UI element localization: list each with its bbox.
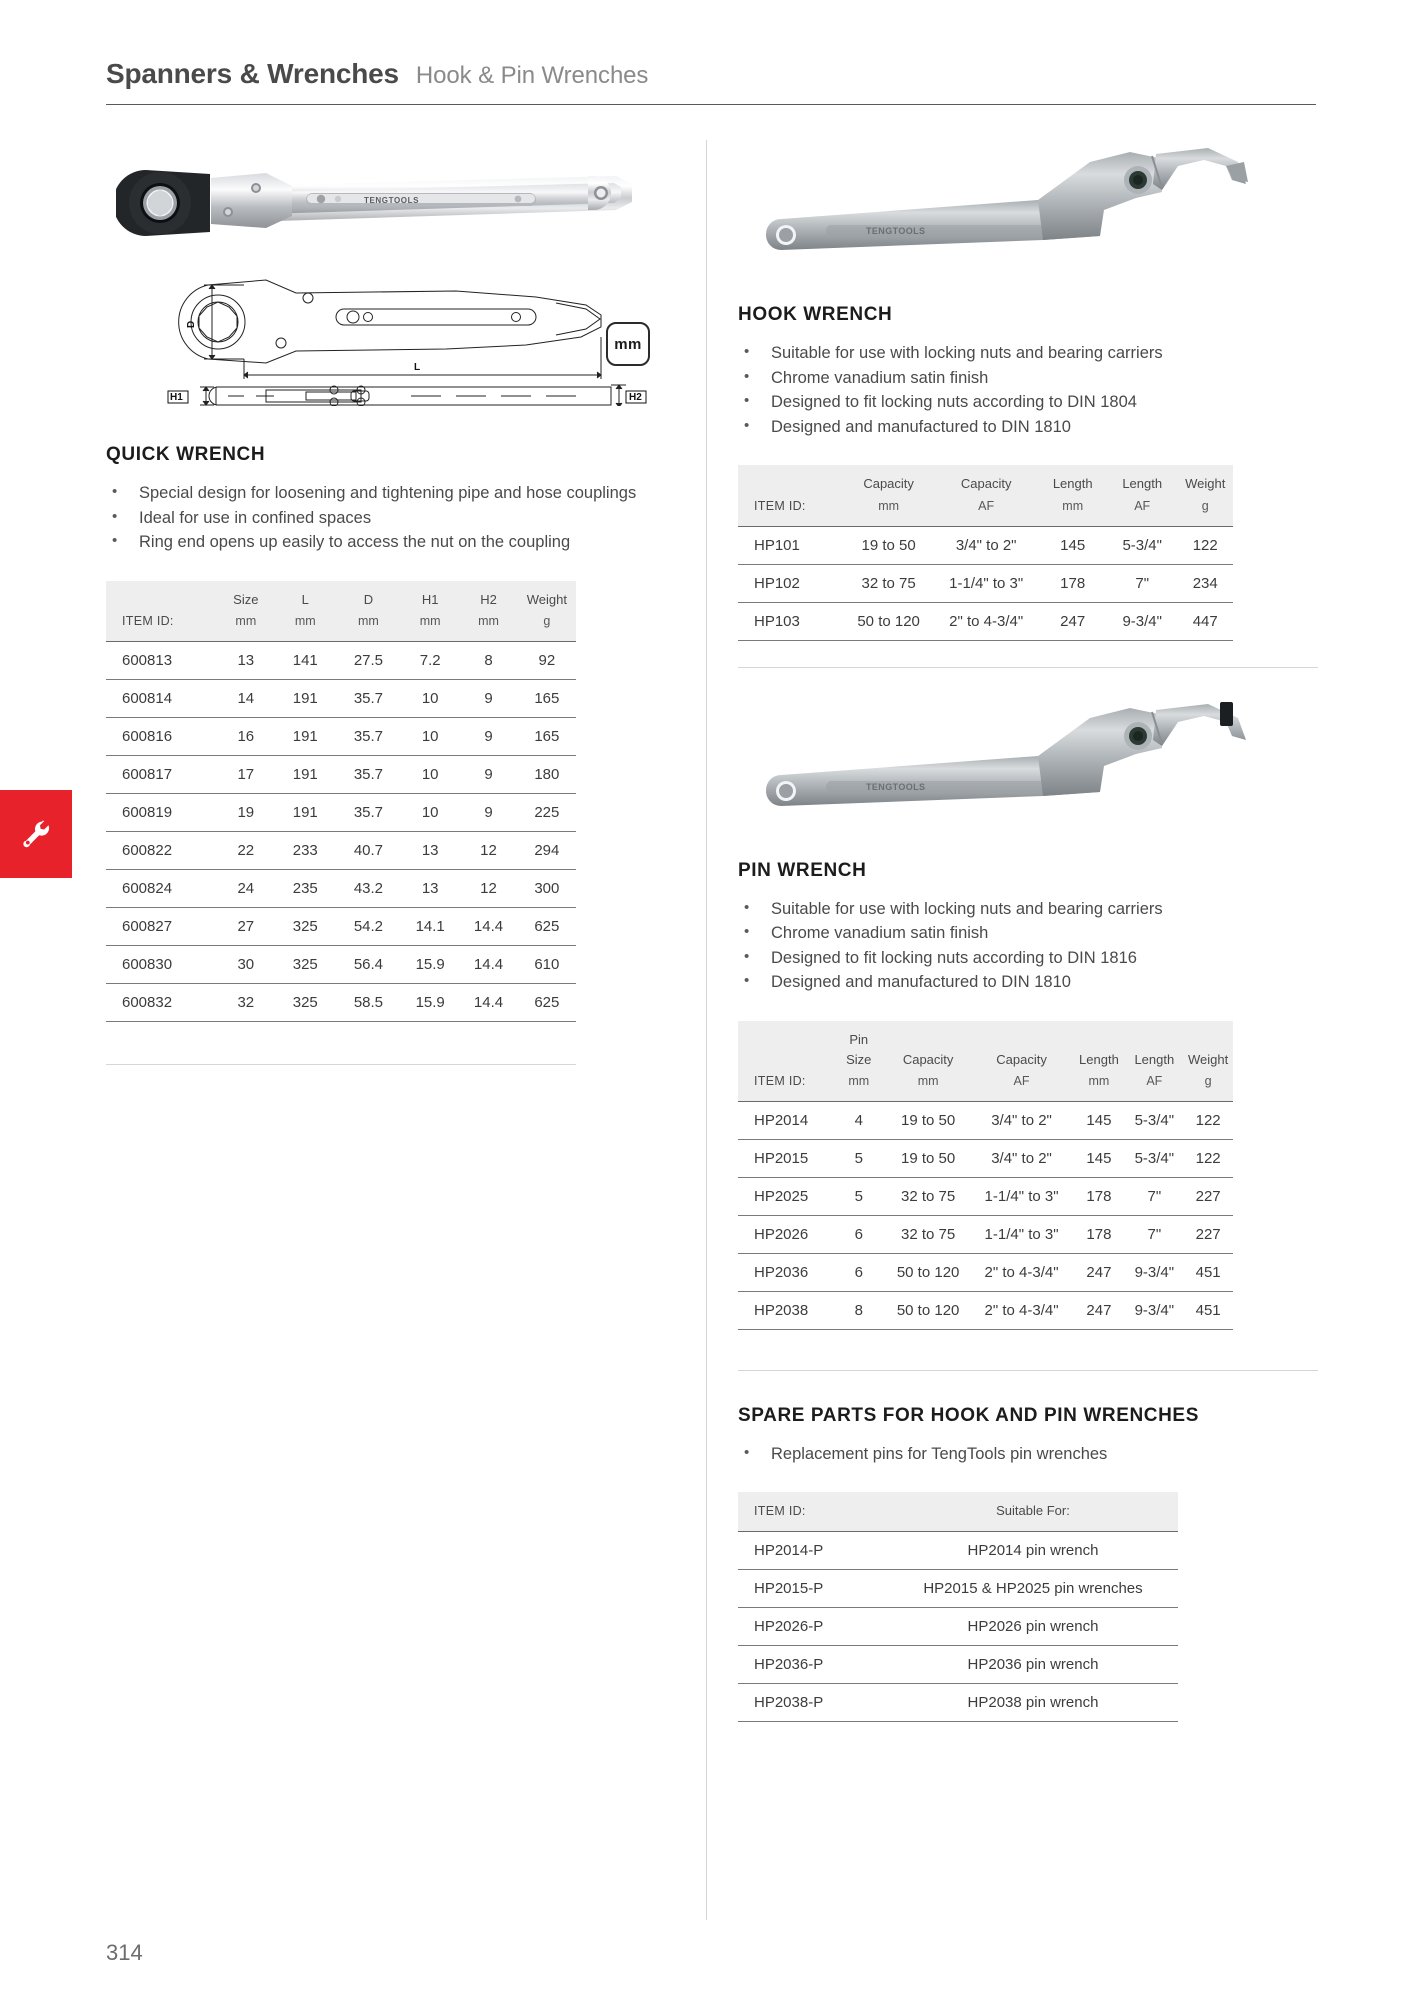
pin-wrench-bullets xyxy=(738,898,1318,995)
cell-value: 19 to 50 xyxy=(843,526,934,564)
cell-value: 191 xyxy=(275,718,336,756)
photo-brand-text: TENGTOOLS xyxy=(866,226,926,236)
cell-value: 5-3/4" xyxy=(1125,1101,1183,1139)
cell-value: 178 xyxy=(1072,1177,1125,1215)
quick-wrench-technical-drawing xyxy=(156,271,666,406)
cell-value: 27 xyxy=(217,908,275,946)
hook-wrench-table xyxy=(738,465,1233,640)
cell-value: 9 xyxy=(459,756,517,794)
unit-badge-mm: mm xyxy=(606,322,650,366)
cell-value: 43.2 xyxy=(336,870,401,908)
cell-value: 12 xyxy=(459,832,517,870)
cell-value: 22 xyxy=(217,832,275,870)
cell-value: 50 to 120 xyxy=(886,1291,971,1329)
cell-value: 225 xyxy=(518,794,576,832)
cell-value: 294 xyxy=(518,832,576,870)
cell-value: 7" xyxy=(1125,1177,1183,1215)
cell-value: 180 xyxy=(518,756,576,794)
list-item: • Special design for loosening and tightening pipe and hose couplings xyxy=(106,482,686,506)
cell-value: 191 xyxy=(275,756,336,794)
table-row xyxy=(106,908,576,946)
cell-value: 145 xyxy=(1072,1139,1125,1177)
quick-wrench-table-body xyxy=(106,642,576,1022)
cell-value: 10 xyxy=(401,794,459,832)
cell-value: 3/4" to 2" xyxy=(934,526,1038,564)
quick-wrench-bullets xyxy=(106,482,686,555)
table-row xyxy=(738,1607,1178,1645)
table-row xyxy=(738,1177,1233,1215)
cell-value: 300 xyxy=(518,870,576,908)
cell-value: 32 to 75 xyxy=(843,564,934,602)
cell-value: 247 xyxy=(1072,1291,1125,1329)
cell-value: 5-3/4" xyxy=(1125,1139,1183,1177)
table-row xyxy=(106,984,576,1022)
column-header: Capacity mm xyxy=(863,476,914,513)
cell-item-id: HP2014-P xyxy=(738,1531,888,1569)
cell-item-id: 600817 xyxy=(106,756,217,794)
cell-value: 8 xyxy=(832,1291,886,1329)
cell-value: 10 xyxy=(401,756,459,794)
pin-spare-divider xyxy=(738,1370,1318,1371)
cell-value: 19 to 50 xyxy=(886,1101,971,1139)
table-row xyxy=(738,564,1233,602)
cell-value: 2" to 4-3/4" xyxy=(971,1253,1073,1291)
cell-value: 325 xyxy=(275,984,336,1022)
column-header: Length mm xyxy=(1079,1051,1119,1088)
cell-value: 40.7 xyxy=(336,832,401,870)
cell-value: 145 xyxy=(1072,1101,1125,1139)
cell-value: 30 xyxy=(217,946,275,984)
column-header: Capacity AF xyxy=(960,476,1012,513)
cell-value: 8 xyxy=(459,642,517,680)
cell-value: 122 xyxy=(1183,1101,1233,1139)
cell-item-id: 600827 xyxy=(106,908,217,946)
cell-value: 227 xyxy=(1183,1177,1233,1215)
cell-value: 14.4 xyxy=(459,946,517,984)
cell-item-id: 600816 xyxy=(106,718,217,756)
table-header-row xyxy=(106,581,576,642)
cell-item-id: 600830 xyxy=(106,946,217,984)
cell-item-id: HP2038 xyxy=(738,1291,832,1329)
cell-item-id: HP2015-P xyxy=(738,1569,888,1607)
column-header: Weight g xyxy=(1188,1051,1229,1088)
cell-item-id: 600813 xyxy=(106,642,217,680)
cell-value: 13 xyxy=(401,832,459,870)
cell-value: 7" xyxy=(1107,564,1177,602)
page-title: Spanners & Wrenches xyxy=(106,58,399,89)
cell-value: 17 xyxy=(217,756,275,794)
photo-brand-text: TENGTOOLS xyxy=(866,781,926,792)
table-row xyxy=(106,642,576,680)
cell-value: 10 xyxy=(401,718,459,756)
cell-value: 54.2 xyxy=(336,908,401,946)
cell-value: 24 xyxy=(217,870,275,908)
spare-parts-title: SPARE PARTS FOR HOOK AND PIN WRENCHES xyxy=(738,1404,1199,1426)
cell-value: 14 xyxy=(217,680,275,718)
cell-value: 10 xyxy=(401,680,459,718)
cell-value: 447 xyxy=(1177,602,1233,640)
page-subtitle: Hook & Pin Wrenches xyxy=(415,62,649,89)
cell-value: 15.9 xyxy=(401,946,459,984)
column-header: Capacity AF xyxy=(996,1051,1047,1088)
table-header-row xyxy=(738,1021,1233,1101)
column-header: ITEM ID: xyxy=(754,1074,806,1088)
cell-value: 625 xyxy=(518,908,576,946)
cell-value: 9 xyxy=(459,794,517,832)
cell-value: 625 xyxy=(518,984,576,1022)
column-divider xyxy=(706,140,707,1920)
quick-wrench-table xyxy=(106,581,576,1022)
column-header: Length AF xyxy=(1122,476,1163,513)
cell-item-id: HP2036-P xyxy=(738,1645,888,1683)
list-item: • Suitable for use with locking nuts and bearing carriers xyxy=(738,898,1318,922)
cell-value: 3/4" to 2" xyxy=(971,1139,1073,1177)
quick-wrench-photo xyxy=(116,140,646,265)
cell-value: 325 xyxy=(275,908,336,946)
list-item: • Chrome vanadium satin finish xyxy=(738,922,1318,946)
cell-value: HP2015 & HP2025 pin wrenches xyxy=(888,1569,1178,1607)
spare-parts-bullets xyxy=(738,1443,1318,1467)
cell-value: 56.4 xyxy=(336,946,401,984)
cell-value: 3/4" to 2" xyxy=(971,1101,1073,1139)
cell-value: 145 xyxy=(1038,526,1107,564)
wrench-icon xyxy=(19,817,53,851)
column-header: Weight g xyxy=(526,591,567,629)
cell-value: 16 xyxy=(217,718,275,756)
cell-value: 14.1 xyxy=(401,908,459,946)
pin-wrench-table xyxy=(738,1021,1233,1330)
table-row xyxy=(738,1291,1233,1329)
cell-value: 58.5 xyxy=(336,984,401,1022)
cell-value: 178 xyxy=(1038,564,1107,602)
quick-wrench-title: QUICK WRENCH xyxy=(106,444,266,465)
hook-wrench-table-body xyxy=(738,526,1233,640)
column-header: L mm xyxy=(294,591,316,629)
cell-item-id: HP101 xyxy=(738,526,843,564)
cell-item-id: HP2026 xyxy=(738,1215,832,1253)
cell-value: 35.7 xyxy=(336,718,401,756)
cell-value: 165 xyxy=(518,680,576,718)
cell-item-id: HP2036 xyxy=(738,1253,832,1291)
cell-value: 1-1/4" to 3" xyxy=(971,1177,1073,1215)
table-row xyxy=(738,1215,1233,1253)
cell-value: HP2038 pin wrench xyxy=(888,1683,1178,1721)
pin-wrench-photo xyxy=(738,696,1258,826)
table-row xyxy=(738,1139,1233,1177)
cell-value: 247 xyxy=(1038,602,1107,640)
cell-value: 13 xyxy=(217,642,275,680)
cell-value: 7" xyxy=(1125,1215,1183,1253)
cell-value: 165 xyxy=(518,718,576,756)
table-row xyxy=(106,794,576,832)
cell-item-id: HP2038-P xyxy=(738,1683,888,1721)
cell-value: 7.2 xyxy=(401,642,459,680)
column-header: Capacity mm xyxy=(902,1051,954,1088)
list-item: • Designed to fit locking nuts according to DIN 1804 xyxy=(738,391,1318,415)
column-header: D mm xyxy=(358,591,379,629)
table-row xyxy=(106,946,576,984)
cell-value: 191 xyxy=(275,794,336,832)
cell-value: 32 to 75 xyxy=(886,1215,971,1253)
cell-value: HP2026 pin wrench xyxy=(888,1607,1178,1645)
hook-wrench-title: HOOK WRENCH xyxy=(738,304,893,325)
column-header: H1 mm xyxy=(419,591,441,629)
cell-value: 610 xyxy=(518,946,576,984)
right-column xyxy=(738,140,1318,1722)
table-row xyxy=(738,1683,1178,1721)
cell-item-id: HP2014 xyxy=(738,1101,832,1139)
cell-value: 1-1/4" to 3" xyxy=(971,1215,1073,1253)
cell-value: 9-3/4" xyxy=(1125,1291,1183,1329)
cell-value: 19 xyxy=(217,794,275,832)
pin-wrench-table-body xyxy=(738,1101,1233,1329)
cell-item-id: 600814 xyxy=(106,680,217,718)
table-header-row xyxy=(738,465,1233,526)
hook-pin-divider xyxy=(738,667,1318,668)
column-header: Length mm xyxy=(1052,476,1093,513)
cell-value: 35.7 xyxy=(336,756,401,794)
cell-item-id: HP102 xyxy=(738,564,843,602)
list-item: • Replacement pins for TengTools pin wrenches xyxy=(738,1443,1318,1467)
cell-value: 15.9 xyxy=(401,984,459,1022)
table-row xyxy=(738,1253,1233,1291)
table-row xyxy=(106,870,576,908)
cell-value: 35.7 xyxy=(336,794,401,832)
cell-item-id: 600819 xyxy=(106,794,217,832)
pin-wrench-title: PIN WRENCH xyxy=(738,859,867,881)
column-header: Suitable For: xyxy=(996,1503,1070,1519)
cell-value: 227 xyxy=(1183,1215,1233,1253)
drawing-label-h2: H2 xyxy=(629,392,642,403)
cell-value: 50 to 120 xyxy=(886,1253,971,1291)
cell-value: 35.7 xyxy=(336,680,401,718)
cell-value: 14.4 xyxy=(459,984,517,1022)
hook-wrench-photo xyxy=(738,140,1258,270)
cell-value: 234 xyxy=(1177,564,1233,602)
cell-value: 247 xyxy=(1072,1253,1125,1291)
cell-value: 19 to 50 xyxy=(886,1139,971,1177)
cell-value: 92 xyxy=(518,642,576,680)
column-header: H2 mm xyxy=(478,591,499,629)
cell-value: 235 xyxy=(275,870,336,908)
cell-value: 6 xyxy=(832,1215,886,1253)
hook-wrench-bullets xyxy=(738,342,1318,439)
table-row xyxy=(106,680,576,718)
cell-value: 14.4 xyxy=(459,908,517,946)
cell-value: HP2036 pin wrench xyxy=(888,1645,1178,1683)
cell-value: 9 xyxy=(459,718,517,756)
list-item: • Chrome vanadium satin finish xyxy=(738,367,1318,391)
cell-value: 233 xyxy=(275,832,336,870)
table-row xyxy=(738,1569,1178,1607)
cell-value: 122 xyxy=(1183,1139,1233,1177)
cell-value: 12 xyxy=(459,870,517,908)
table-row xyxy=(738,602,1233,640)
table-header-row xyxy=(738,1492,1178,1531)
cell-value: 122 xyxy=(1177,526,1233,564)
cell-value: 6 xyxy=(832,1253,886,1291)
drawing-label-d: D xyxy=(186,320,197,328)
column-header: Size mm xyxy=(233,591,259,629)
cell-value: HP2014 pin wrench xyxy=(888,1531,1178,1569)
cell-value: 50 to 120 xyxy=(843,602,934,640)
list-item: • Designed and manufactured to DIN 1810 xyxy=(738,416,1318,440)
cell-value: 191 xyxy=(275,680,336,718)
cell-value: 9 xyxy=(459,680,517,718)
table-row xyxy=(738,1101,1233,1139)
cell-value: 5-3/4" xyxy=(1107,526,1177,564)
spare-parts-table-body xyxy=(738,1531,1178,1721)
table-row xyxy=(738,1645,1178,1683)
cell-value: 4 xyxy=(832,1101,886,1139)
drawing-label-h1: H1 xyxy=(170,392,183,403)
column-header: ITEM ID: xyxy=(122,614,174,629)
column-header: Weight g xyxy=(1185,476,1226,513)
column-header: ITEM ID: xyxy=(754,1504,806,1519)
cell-value: 32 xyxy=(217,984,275,1022)
left-column-divider xyxy=(106,1064,576,1065)
list-item: • Ideal for use in confined spaces xyxy=(106,507,686,531)
cell-item-id: HP2025 xyxy=(738,1177,832,1215)
cell-item-id: HP2015 xyxy=(738,1139,832,1177)
cell-value: 9-3/4" xyxy=(1125,1253,1183,1291)
cell-value: 2" to 4-3/4" xyxy=(934,602,1038,640)
breadcrumb xyxy=(106,58,1316,104)
page-number: 314 xyxy=(106,1940,143,1965)
cell-item-id: 600832 xyxy=(106,984,217,1022)
cell-value: 141 xyxy=(275,642,336,680)
table-row xyxy=(106,718,576,756)
photo-brand-text: TENGTOOLS xyxy=(364,196,420,205)
list-item: • Designed to fit locking nuts according to DIN 1816 xyxy=(738,947,1318,971)
column-header: Length AF xyxy=(1134,1051,1175,1088)
cell-value: 32 to 75 xyxy=(886,1177,971,1215)
drawing-label-l: L xyxy=(414,362,421,373)
cell-value: 9-3/4" xyxy=(1107,602,1177,640)
cell-value: 5 xyxy=(832,1139,886,1177)
column-header: Pin Size mm xyxy=(846,1032,872,1088)
spare-parts-table xyxy=(738,1492,1178,1722)
cell-value: 451 xyxy=(1183,1253,1233,1291)
table-row xyxy=(106,756,576,794)
cell-item-id: HP2026-P xyxy=(738,1607,888,1645)
cell-value: 325 xyxy=(275,946,336,984)
list-item: • Suitable for use with locking nuts and bearing carriers xyxy=(738,342,1318,366)
column-header: ITEM ID: xyxy=(754,498,806,513)
cell-item-id: HP103 xyxy=(738,602,843,640)
cell-value: 2" to 4-3/4" xyxy=(971,1291,1073,1329)
cell-item-id: 600822 xyxy=(106,832,217,870)
cell-value: 27.5 xyxy=(336,642,401,680)
cell-value: 13 xyxy=(401,870,459,908)
category-tab-spanners[interactable] xyxy=(0,790,72,878)
table-row xyxy=(738,526,1233,564)
cell-value: 451 xyxy=(1183,1291,1233,1329)
cell-value: 1-1/4" to 3" xyxy=(934,564,1038,602)
left-column xyxy=(106,140,686,1065)
cell-value: 178 xyxy=(1072,1215,1125,1253)
cell-item-id: 600824 xyxy=(106,870,217,908)
list-item: • Designed and manufactured to DIN 1810 xyxy=(738,971,1318,995)
list-item: • Ring end opens up easily to access the nut on the coupling xyxy=(106,531,686,555)
page-header xyxy=(106,58,1316,105)
header-divider xyxy=(106,104,1316,105)
table-row xyxy=(106,832,576,870)
cell-value: 5 xyxy=(832,1177,886,1215)
table-row xyxy=(738,1531,1178,1569)
